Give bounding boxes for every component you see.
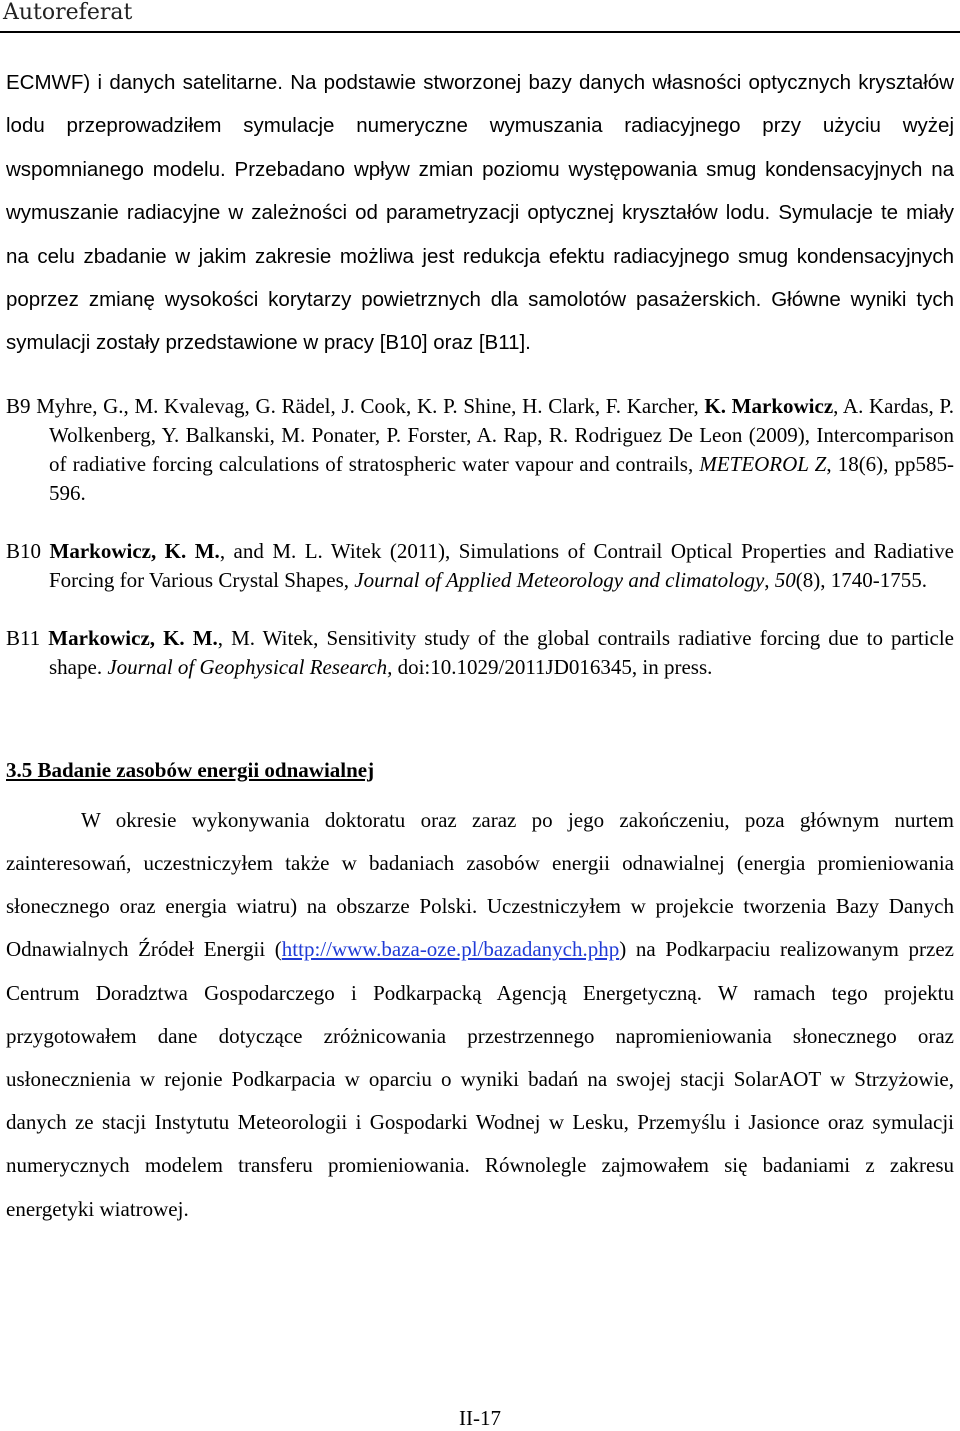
- reference-author-highlight: Markowicz, K. M.: [49, 538, 220, 563]
- reference-author-highlight: K. Markowicz: [704, 393, 834, 418]
- page-number: II-17: [459, 1406, 501, 1430]
- reference-volume: 50: [774, 567, 796, 592]
- reference-authors: Myhre, G., M. Kvalevag, G. Rädel, J. Cook, K. P. Shine, H. Clark, F. Karcher,: [36, 393, 705, 418]
- reference-list: [6, 392, 954, 682]
- reference-author-highlight: Markowicz, K. M.: [48, 625, 218, 650]
- reference-tail: doi:10.1029/2011JD016345, in press.: [392, 654, 713, 679]
- paragraph-renewable-energy: [6, 799, 954, 1231]
- reference-tail: , 18(6), pp585-596.: [49, 451, 954, 505]
- reference-b11: [6, 624, 954, 682]
- reference-b10: [6, 537, 954, 595]
- reference-body: , A. Kardas, P. Wolkenberg, Y. Balkanski, M. Ponater, P. Forster, A. Rap, R. Rodriguez De Leon (2009), Intercomparison of radiative forcing calculations of stratospheric water vapour and contrails,: [49, 393, 955, 476]
- reference-journal: Journal of Applied Meteorology and climatology: [354, 567, 765, 592]
- paragraph-text-start: W okresie wykonywania doktoratu oraz zaraz po jego zakończeniu, poza głównym nurtem zainteresowań, uczestniczyłem także w badaniach zasobów energii odnawialnej (energia promieniowania słonecznego oraz energia wiatru) na obszarze Polski. Uczestniczyłem w projekcie tworzenia Bazy Danych Odnawialnych Źródeł Energii (: [6, 807, 954, 962]
- database-link[interactable]: http://www.baza-oze.pl/bazadanych.php: [281, 937, 620, 962]
- header-rule: [0, 31, 960, 33]
- reference-body: , and M. L. Witek (2011), Simulations of Contrail Optical Properties and Radiative Forcing for Various Crystal Shapes,: [49, 538, 954, 592]
- paragraph-text-end: ) na Podkarpaciu realizowanym przez Centrum Doradztwa Gospodarczego i Podkarpacką Agencją Energetyczną. W ramach tego projektu przygotowałem dane dotyczące zróżnicowania przestrzennego napromieniowania słonecznego oraz usłonecznienia w rejonie Podkarpacia w oparciu o wyniki badań na swojej stacji SolarAOT w Strzyżowie, danych ze stacji Instytutu Meteorologii i Gospodarki Wodnej w Lesku, Przemyślu i Jasionce oraz symulacji numerycznych modelem transferu promieniowania. Równolegle zajmowałem się badaniami z zakresu energetyki wiatrowej.: [6, 937, 954, 1221]
- reference-id: B11: [6, 625, 41, 650]
- reference-journal: METEOROL Z: [699, 451, 827, 476]
- reference-id: B10: [6, 538, 42, 563]
- reference-tail: (8), 1740-1755.: [795, 567, 927, 592]
- reference-journal: Journal of Geophysical Research,: [107, 654, 393, 679]
- page-header: [0, 0, 960, 33]
- header-title: Autoreferat: [3, 0, 133, 25]
- page-content: [6, 61, 954, 1252]
- reference-separator: ,: [764, 567, 775, 592]
- section-heading: 3.5 Badanie zasobów energii odnawialnej: [6, 757, 375, 782]
- paragraph-contrails: ECMWF) i danych satelitarne. Na podstawie stworzonej bazy danych własności optycznych kryształów lodu przeprowadziłem symulacje numeryczne wymuszania radiacyjnego przy użyciu wyżej wspomnianego modelu. Przebadano wpływ zmian poziomu występowania smug kondensacyjnych na wymuszanie radiacyjne w zależności od parametryzacji optycznej kryształów lodu. Symulacje te miały na celu zbadanie w jakim zakresie możliwa jest redukcja efektu radiacyjnego smug kondensacyjnych poprzez zmianę wysokości korytarzy powietrznych dla samolotów pasażerskich. Główne wyniki tych symulacji zostały przedstawione w pracy [B10] oraz [B11].: [6, 71, 954, 355]
- reference-id: B9: [6, 393, 31, 418]
- reference-body: , M. Witek, Sensitivity study of the global contrails radiative forcing due to particle shape.: [49, 625, 955, 679]
- reference-b9: [6, 392, 954, 508]
